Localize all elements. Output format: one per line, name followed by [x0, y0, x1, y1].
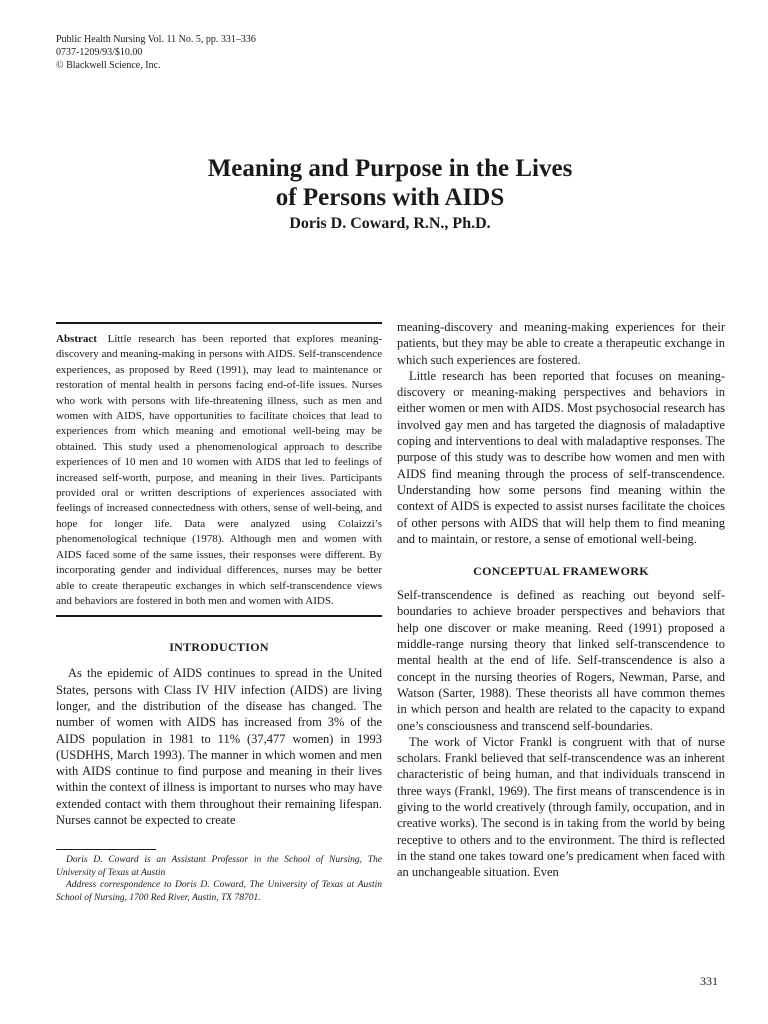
footnote-affiliation: Doris D. Coward is an Assistant Professor in the School of Nursing, The University of Texas at Austin	[56, 855, 382, 878]
conceptual-framework-heading: CONCEPTUAL FRAMEWORK	[473, 564, 649, 579]
article-author: Doris D. Coward, R.N., Ph.D.	[289, 215, 491, 232]
right-column	[397, 319, 725, 881]
journal-header	[56, 33, 256, 72]
abstract-bottom-rule	[56, 615, 382, 617]
page-number: 331	[700, 974, 718, 988]
left-column	[56, 322, 382, 904]
framework-body	[397, 587, 725, 880]
issn-line: 0737-1209/93/$10.00	[56, 47, 143, 58]
footnote	[56, 854, 382, 904]
abstract-top-rule	[56, 322, 382, 324]
continued-paragraph: meaning-discovery and meaning-making experiences for their patients, but they may be able to create a therapeutic exchange in which such experiences are fostered.	[397, 320, 725, 367]
self-transcendence-paragraph: Self-transcendence is defined as reaching out beyond self-boundaries to achieve broader perspectives and behaviors that help one discover or make meaning. Reed (1991) proposed a middle-range nursing theory that linked self-transcendence to mental health at the end of life. Self-transcendence is also a concept in the nursing theories of Rogers, Newman, Parse, and Watson (Sarter, 1988). These theorists all have common themes in which person and health are related to the capacity to expand one’s consciousness and transcend self-boundaries.	[397, 588, 725, 733]
journal-citation: Public Health Nursing Vol. 11 No. 5, pp. 331–336	[56, 34, 256, 45]
abstract-label: Abstract	[56, 333, 97, 345]
introduction-heading: INTRODUCTION	[169, 640, 269, 655]
introduction-paragraph: As the epidemic of AIDS continues to spread in the United States, persons with Class IV HIV infection (AIDS) are living longer, and the distribution of the disease has changed. The number of women with AIDS has increased from 3% of the AIDS population in 1981 to 11% (37,477 women) in 1993 (USDHHS, March 1993). The manner in which women and men with AIDS continue to find purpose and meaning in their lives within the context of illness is important to nurses who may have extended contact with them throughout their remaining lifespan. Nurses cannot be expected to create	[56, 666, 382, 827]
article-title-line-1: Meaning and Purpose in the Lives	[207, 155, 573, 182]
abstract-text: Little research has been reported that explores meaning-discovery and meaning-making in persons with AIDS. Self-transcendence experiences, as proposed by Reed (1991), may lead to maintenance or restoration of mental health in persons facing end-of-life issues. Nurses who work with persons with life-threatening illness, such as men and women with AIDS, have opportunities to facilitate choices that lead to experiences from which meaning and emotional well-being may be obtained. This study used a phenomenological approach to describe experiences of 10 men and 10 women with AIDS that led to feelings of increased self-worth, purpose, and meaning in their lives. Participants provided oral or written descriptions of experiences associated with feelings of increased connectedness with others, sense of well-being, and hope for longer life. Data were analyzed using Colaizzi’s phenomenological technique (1978). Although men and women with AIDS faced some of the same issues, their responses were different. By incorporating gender and individual differences, nurses may be better able to create therapeutic exchanges in which self-transcendence views and behaviors are fostered in both men and women with AIDS.	[56, 333, 382, 607]
article-title-line-2: of Persons with AIDS	[275, 184, 505, 211]
footnote-correspondence: Address correspondence to Doris D. Coward, The University of Texas at Austin School of Nursing, 1700 Red River, Austin, TX 78701.	[56, 880, 382, 903]
copyright-line: © Blackwell Science, Inc.	[56, 60, 161, 71]
right-column-body	[397, 319, 725, 547]
abstract	[56, 332, 382, 609]
introduction-body	[56, 665, 382, 828]
frankl-paragraph: The work of Victor Frankl is congruent with that of nurse scholars. Frankl believed that self-transcendence was an inherent characteristic of being human, and that individuals transcend in three ways (Frankl, 1969). The first means of transcendence is in giving to the world creatively (through family, occupation, and in creative works). The second is in taking from the world by being receptive to others and to the environment. The third is reflected in the stand one takes toward one’s predicament when faced with an unchangeable situation. Even	[397, 734, 725, 880]
footnote-rule	[56, 849, 156, 850]
research-gap-paragraph: Little research has been reported that focuses on meaning-discovery or meaning-making perspectives and behaviors in either women or men with AIDS. Most psychosocial research has involved gay men and has targeted the diagnosis of maladaptive coping and interventions to deal with maladaptive responses. The purpose of this study was to describe how women and men with AIDS find meaning through the process of self-transcendence. Understanding how some persons find meaning within the context of AIDS is expected to assist nurses facilitate the choices of other persons with AIDS that will help them to find meaning and to maintain, or restore, a sense of emotional well-being.	[397, 368, 725, 546]
article-title	[0, 154, 768, 212]
